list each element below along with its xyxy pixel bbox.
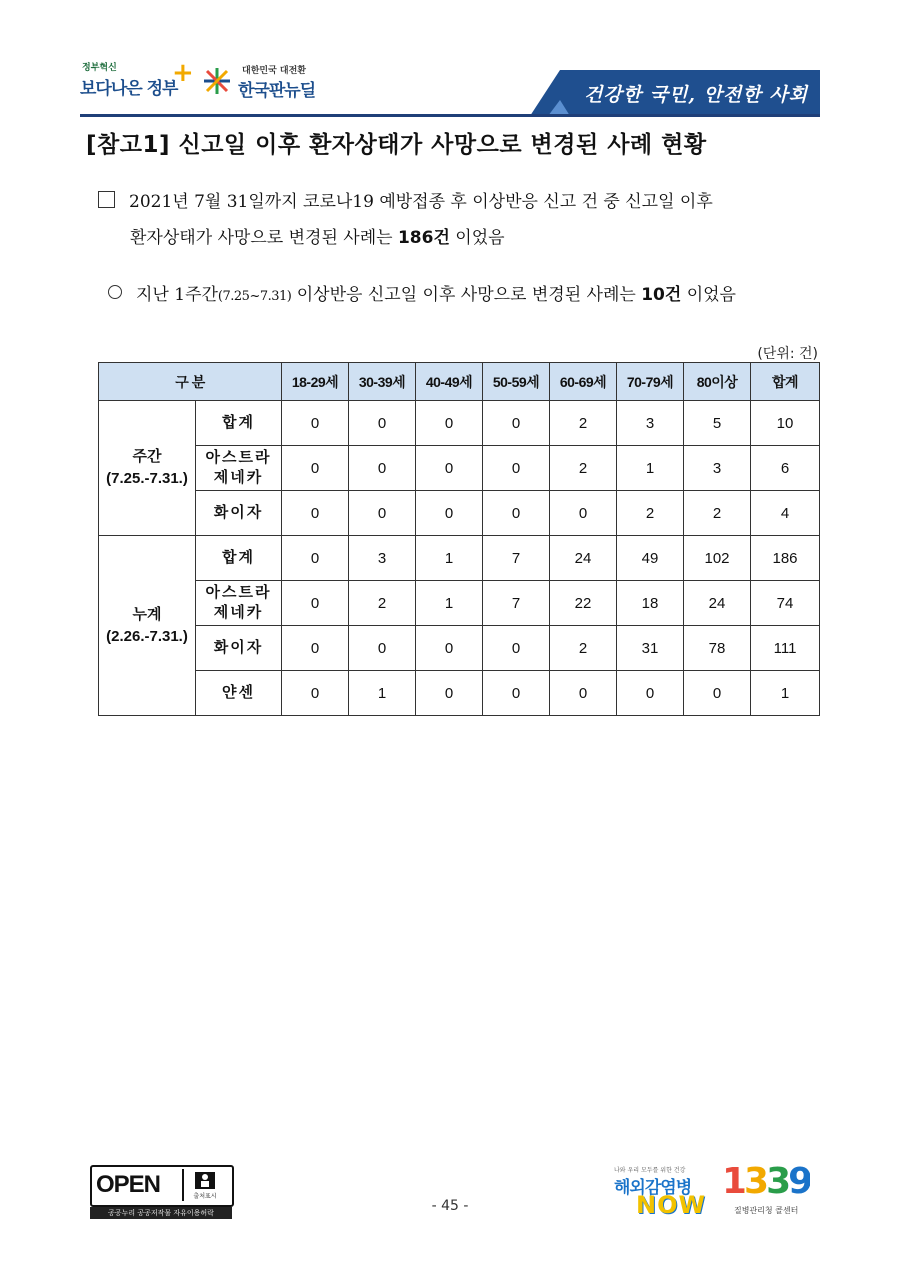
summary-line-2-post: 이었음 (449, 228, 505, 248)
table-cell: 7 (483, 581, 550, 626)
table-cell: 4 (751, 491, 820, 536)
table-cell: 0 (416, 671, 483, 716)
page-header (80, 52, 820, 118)
weekly-post: 이었음 (681, 285, 736, 305)
weekly-period: (7.25~7.31) (217, 289, 292, 304)
table-row (99, 626, 820, 671)
overseas-disease-now-logo (610, 1165, 710, 1221)
table-cell: 2 (617, 491, 684, 536)
table-cell: 0 (416, 626, 483, 671)
hotline-digits (722, 1161, 810, 1202)
hotline-1339-logo (720, 1161, 820, 1221)
slogan-text: 건강한 국민, 안전한 사회 (584, 84, 808, 106)
table-cell: 1 (416, 581, 483, 626)
header-age-70-79: 70-79세 (617, 363, 684, 401)
vaccine-label: 합계 (196, 401, 282, 446)
death-cases-table (98, 362, 820, 716)
table-cell: 0 (617, 671, 684, 716)
now-line-2: NOW (636, 1191, 706, 1219)
table-row (99, 671, 820, 716)
weekly-mid: 이상반응 신고일 이후 사망으로 변경된 사례는 (291, 285, 642, 305)
open-text: OPEN (96, 1171, 161, 1198)
table-row (99, 536, 820, 581)
table-cell: 1 (751, 671, 820, 716)
group-label-period: (2.26.-7.31.) (106, 627, 188, 645)
vaccine-label: 화이자 (196, 626, 282, 671)
vaccine-label: 합계 (196, 536, 282, 581)
person-icon (184, 1169, 226, 1201)
table-cell: 0 (684, 671, 751, 716)
page-number: - 45 - (431, 1198, 469, 1214)
header-age-40-49: 40-49세 (416, 363, 483, 401)
logo2-big-text: 한국판뉴딜 (238, 81, 316, 101)
summary-total-count: 186건 (397, 228, 450, 248)
now-small-text: 나와 우리 모두를 위한 건강 (614, 1167, 686, 1174)
hotline-number: 1339 (722, 1161, 811, 1202)
table-cell: 0 (550, 671, 617, 716)
table-cell: 7 (483, 536, 550, 581)
table-cell: 5 (684, 401, 751, 446)
checkbox-square-icon (98, 191, 115, 208)
table-cell: 0 (550, 491, 617, 536)
table-cell: 3 (617, 401, 684, 446)
hotline-caption: 질병관리청 콜센터 (734, 1206, 799, 1215)
table-cell: 0 (349, 626, 416, 671)
table-cell: 1 (617, 446, 684, 491)
table-row (99, 446, 820, 491)
table-cell: 49 (617, 536, 684, 581)
slogan-banner (530, 70, 820, 116)
table-cell: 0 (282, 446, 349, 491)
group-label-name: 누계 (132, 605, 162, 623)
table-cell: 10 (751, 401, 820, 446)
weekly-pre: 지난 1주간 (136, 285, 218, 305)
vaccine-label-line1: 아스트라 (205, 584, 272, 601)
table-cell: 2 (550, 446, 617, 491)
weekly-count: 10건 (641, 285, 682, 305)
table-cell: 3 (349, 536, 416, 581)
attribution-badge-text: 출처표시 (193, 1193, 217, 1200)
table-cell: 0 (282, 626, 349, 671)
table-cell: 0 (282, 491, 349, 536)
table-cell: 24 (684, 581, 751, 626)
weekly-paragraph (108, 280, 736, 305)
table-cell: 186 (751, 536, 820, 581)
attribution-cell (182, 1169, 226, 1201)
table-cell: 0 (282, 671, 349, 716)
government-innovation-logo (80, 60, 192, 104)
table-cell: 2 (349, 581, 416, 626)
korean-new-deal-logo (202, 60, 332, 104)
summary-line-2 (98, 220, 828, 256)
vaccine-label (196, 581, 282, 626)
header-age-50-59: 50-59세 (483, 363, 550, 401)
table-cell: 0 (416, 401, 483, 446)
header-age-80-plus: 80이상 (684, 363, 751, 401)
group-label (99, 536, 196, 716)
table-cell: 0 (483, 491, 550, 536)
table-cell: 2 (550, 401, 617, 446)
table-cell: 0 (349, 446, 416, 491)
vaccine-label: 화이자 (196, 491, 282, 536)
table-cell: 0 (282, 581, 349, 626)
table-cell: 0 (416, 491, 483, 536)
group-label-name: 주간 (132, 448, 162, 465)
table-cell: 78 (684, 626, 751, 671)
header-age-30-39: 30-39세 (349, 363, 416, 401)
table-cell: 0 (282, 536, 349, 581)
summary-paragraph (98, 184, 828, 256)
group-label (99, 401, 196, 536)
table-header-row (99, 363, 820, 401)
header-rule (80, 114, 820, 117)
table-cell: 102 (684, 536, 751, 581)
table-cell: 0 (416, 446, 483, 491)
logo1-small-text: 정부혁신 (82, 63, 117, 73)
table-cell: 1 (416, 536, 483, 581)
table-cell: 22 (550, 581, 617, 626)
table-cell: 0 (282, 401, 349, 446)
new-deal-star-icon (202, 66, 232, 96)
page-title: [참고1] 신고일 이후 환자상태가 사망으로 변경된 사례 현황 (86, 132, 707, 158)
table-cell: 2 (684, 491, 751, 536)
summary-line-2-pre: 환자상태가 사망으로 변경된 사례는 (130, 228, 398, 248)
group-label-period: (7.25.-7.31.) (106, 470, 188, 487)
plus-icon: + (172, 58, 194, 88)
vaccine-label-line2: 제네카 (213, 604, 264, 621)
header-total: 합계 (751, 363, 820, 401)
circle-bullet-icon (108, 285, 122, 299)
table-cell: 0 (483, 401, 550, 446)
vaccine-label-line2: 제네카 (213, 469, 264, 486)
logo1-big-text: 보다나은 정부 (80, 79, 178, 99)
summary-line-1 (98, 184, 828, 220)
table-cell: 24 (550, 536, 617, 581)
header-age-18-29: 18-29세 (282, 363, 349, 401)
table-cell: 2 (550, 626, 617, 671)
summary-line-1-text: 2021년 7월 31일까지 코로나19 예방접종 후 이상반응 신고 건 중 신고일 이후 (129, 192, 713, 212)
open-caption: 공공누리 공공저작물 자유이용허락 (90, 1207, 232, 1219)
unit-label: (단위: 건) (757, 346, 818, 362)
table-row (99, 581, 820, 626)
table-cell: 0 (349, 491, 416, 536)
table-row (99, 401, 820, 446)
table-cell: 18 (617, 581, 684, 626)
now-line-1: 해외감염병 (614, 1178, 692, 1198)
vaccine-label-line1: 아스트라 (205, 449, 272, 466)
table-cell: 1 (349, 671, 416, 716)
table-cell: 3 (684, 446, 751, 491)
table-cell: 6 (751, 446, 820, 491)
vaccine-label: 얀센 (196, 671, 282, 716)
table-row (99, 491, 820, 536)
vaccine-label (196, 446, 282, 491)
table-cell: 31 (617, 626, 684, 671)
table-cell: 0 (483, 446, 550, 491)
table-cell: 0 (349, 401, 416, 446)
logo2-small-text: 대한민국 대전환 (242, 66, 306, 76)
table-cell: 74 (751, 581, 820, 626)
table-cell: 0 (483, 671, 550, 716)
header-category: 구 분 (99, 363, 282, 401)
header-age-60-69: 60-69세 (550, 363, 617, 401)
table-cell: 0 (483, 626, 550, 671)
table-cell: 111 (751, 626, 820, 671)
